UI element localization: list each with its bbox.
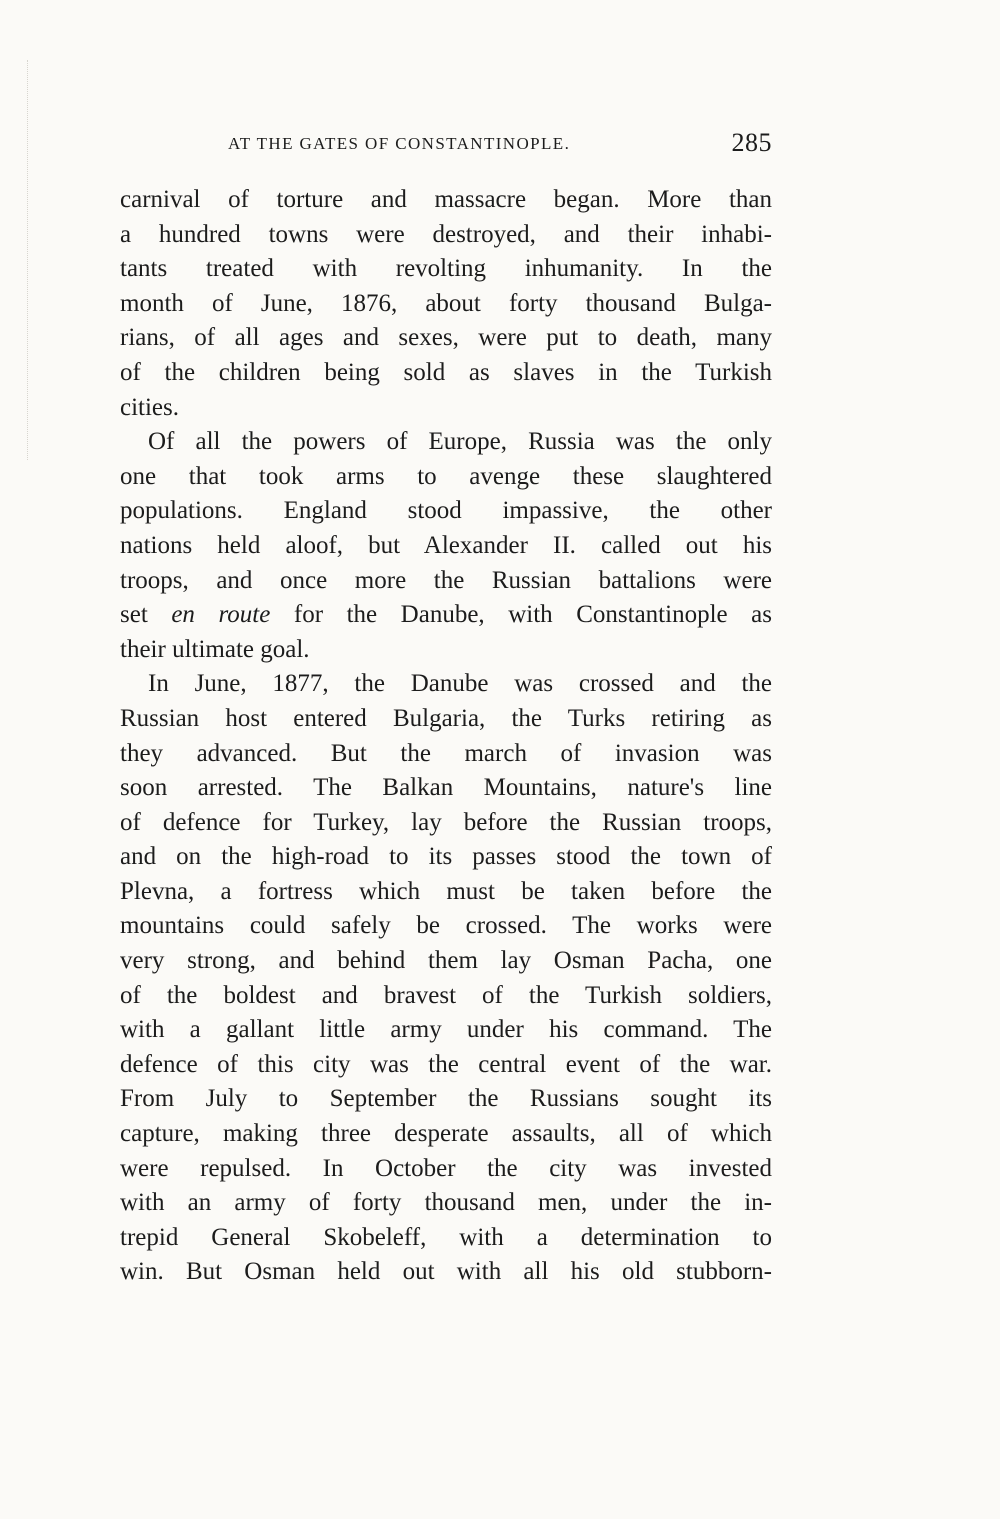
text-run: set — [120, 601, 172, 629]
paragraph-2 — [120, 425, 772, 667]
text-line: very strong, and behind them lay Osman Pacha, one — [120, 947, 772, 975]
text-line: populations. England stood impassive, the other — [120, 497, 772, 525]
text-line: of the boldest and bravest of the Turkish soldiers, — [120, 981, 772, 1009]
text-line: of defence for Turkey, lay before the Russian troops, — [120, 808, 772, 836]
text-line: of the children being sold as slaves in the Turkish — [120, 358, 772, 386]
text-line: with an army of forty thousand men, under the in- — [120, 1189, 772, 1217]
text-line: defence of this city was the central event of the war. — [120, 1050, 772, 1078]
text-line: a hundred towns were destroyed, and their inhabi- — [120, 220, 772, 248]
text-line: rians, of all ages and sexes, were put to death, many — [120, 324, 772, 352]
text-line: soon arrested. The Balkan Mountains, nature's line — [120, 774, 772, 802]
text-line: were repulsed. In October the city was invested — [120, 1154, 772, 1182]
text-line: From July to September the Russians sought its — [120, 1085, 772, 1113]
text-line: Russian host entered Bulgaria, the Turks retiring as — [120, 704, 772, 732]
text-line: their ultimate goal. — [120, 635, 310, 663]
running-head — [120, 128, 772, 168]
text-line: Plevna, a fortress which must be taken before the — [120, 877, 772, 905]
italic-phrase: en route — [171, 601, 271, 629]
page-number: 285 — [731, 128, 772, 157]
scan-gutter-marks — [27, 60, 32, 460]
text-line: win. But Osman held out with all his old stubborn- — [120, 1258, 772, 1286]
text-line: troops, and once more the Russian battalions were — [120, 566, 772, 594]
text-run: for the Danube, with Constantinople as — [270, 601, 772, 629]
text-line: with a gallant little army under his command. The — [120, 1016, 772, 1044]
text-line: month of June, 1876, about forty thousand Bulga- — [120, 289, 772, 317]
paragraph-1 — [120, 183, 772, 425]
text-line: nations held aloof, but Alexander II. called out his — [120, 531, 772, 559]
text-line-with-italic — [120, 598, 772, 633]
text-line: trepid General Skobeleff, with a determination to — [120, 1223, 772, 1251]
text-line: In June, 1877, the Danube was crossed and the — [148, 670, 772, 698]
body-text — [120, 183, 772, 1290]
text-line: they advanced. But the march of invasion was — [120, 739, 772, 767]
text-line: Of all the powers of Europe, Russia was the only — [148, 428, 772, 456]
text-line: carnival of torture and massacre began. More than — [120, 186, 772, 213]
text-line: mountains could safely be crossed. The works were — [120, 912, 772, 940]
text-line: capture, making three desperate assaults, all of which — [120, 1120, 772, 1148]
running-title: AT THE GATES OF CONSTANTINOPLE. — [228, 134, 571, 153]
paragraph-3 — [120, 667, 772, 1290]
text-line: one that took arms to avenge these slaughtered — [120, 462, 772, 490]
text-line: tants treated with revolting inhumanity. In the — [120, 255, 772, 283]
text-line: cities. — [120, 393, 180, 421]
text-line: and on the high-road to its passes stood the town of — [120, 843, 772, 871]
